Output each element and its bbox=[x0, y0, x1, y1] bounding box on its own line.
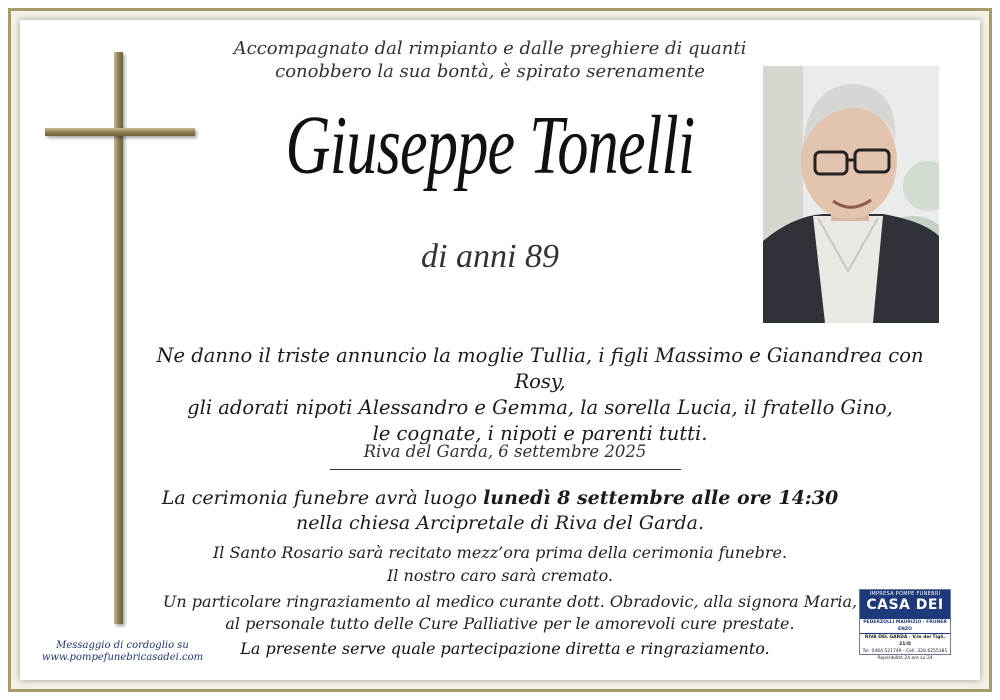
deceased-age: di anni 89 bbox=[421, 238, 559, 275]
divider-line bbox=[330, 469, 681, 470]
ceremony-info bbox=[130, 486, 870, 536]
rosary-line-1: Il Santo Rosario sarà recitato mezz’ora prima della cerimonia funebre. bbox=[212, 543, 788, 562]
thanks-text bbox=[130, 591, 890, 635]
rosary-info bbox=[180, 541, 820, 587]
thanks-line-1: Un particolare ringraziamento al medico curante dott. Obradovic, alla signora Maria, bbox=[162, 592, 858, 611]
ceremony-prefix: La cerimonia funebre avrà luogo bbox=[161, 487, 484, 509]
announcement-line-1: Ne danno il triste annuncio la moglie Tullia, i figli Massimo e Gianandrea con Rosy, bbox=[156, 344, 924, 393]
rosary-line-2: Il nostro caro sarà cremato. bbox=[386, 566, 613, 585]
cross-vertical-bar bbox=[114, 52, 123, 624]
logo-phones: Tel. 0464.521749 - Cell. 328.6255181 bbox=[862, 649, 948, 654]
logo-header bbox=[860, 590, 950, 619]
logo-availability: Reperibilità 24 ore su 24 bbox=[877, 656, 933, 661]
deceased-name: Giuseppe Tonelli bbox=[285, 99, 695, 192]
condolence-label: Messaggio di cordoglio su bbox=[56, 640, 189, 651]
intro-text bbox=[200, 37, 780, 83]
ceremony-line-1 bbox=[130, 486, 870, 511]
announcement-text bbox=[130, 343, 950, 447]
intro-line-1: Accompagnato dal rimpianto e dalle preghiere di quanti bbox=[233, 38, 747, 59]
cross-horizontal-bar bbox=[45, 128, 195, 136]
portrait-photo bbox=[763, 66, 939, 323]
announcement-line-3: le cognate, i nipoti e parenti tutti. bbox=[372, 422, 708, 445]
intro-line-2: conobbero la sua bontà, è spirato serenamente bbox=[275, 61, 705, 82]
condolence-website-link[interactable]: www.pompefunebricasadei.com bbox=[41, 652, 204, 663]
logo-owners: PEDERZOLLI MAURIZIO - FRUNER ENZO bbox=[860, 619, 950, 634]
ceremony-datetime: lunedì 8 settembre alle ore 14:30 bbox=[483, 487, 839, 509]
condolence-message bbox=[40, 640, 205, 664]
logo-name: CASA DEI bbox=[866, 597, 944, 613]
thanks-line-2: al personale tutto delle Cure Palliative per le amorevoli cure prestate. bbox=[225, 614, 795, 633]
logo-address: RIVA DEL GARDA - V.le dei Tigli, 21/D bbox=[864, 635, 946, 647]
logo-tagline: IMPRESA POMPE FUNEBRI bbox=[869, 591, 941, 597]
ceremony-line-2: nella chiesa Arcipretale di Riva del Garda. bbox=[295, 512, 705, 534]
place-and-date: Riva del Garda, 6 settembre 2025 bbox=[363, 442, 647, 461]
participation-note: La presente serve quale partecipazione diretta e ringraziamento. bbox=[240, 639, 770, 658]
funeral-home-logo bbox=[859, 589, 951, 661]
announcement-line-2: gli adorati nipoti Alessandro e Gemma, la sorella Lucia, il fratello Gino, bbox=[187, 396, 893, 419]
